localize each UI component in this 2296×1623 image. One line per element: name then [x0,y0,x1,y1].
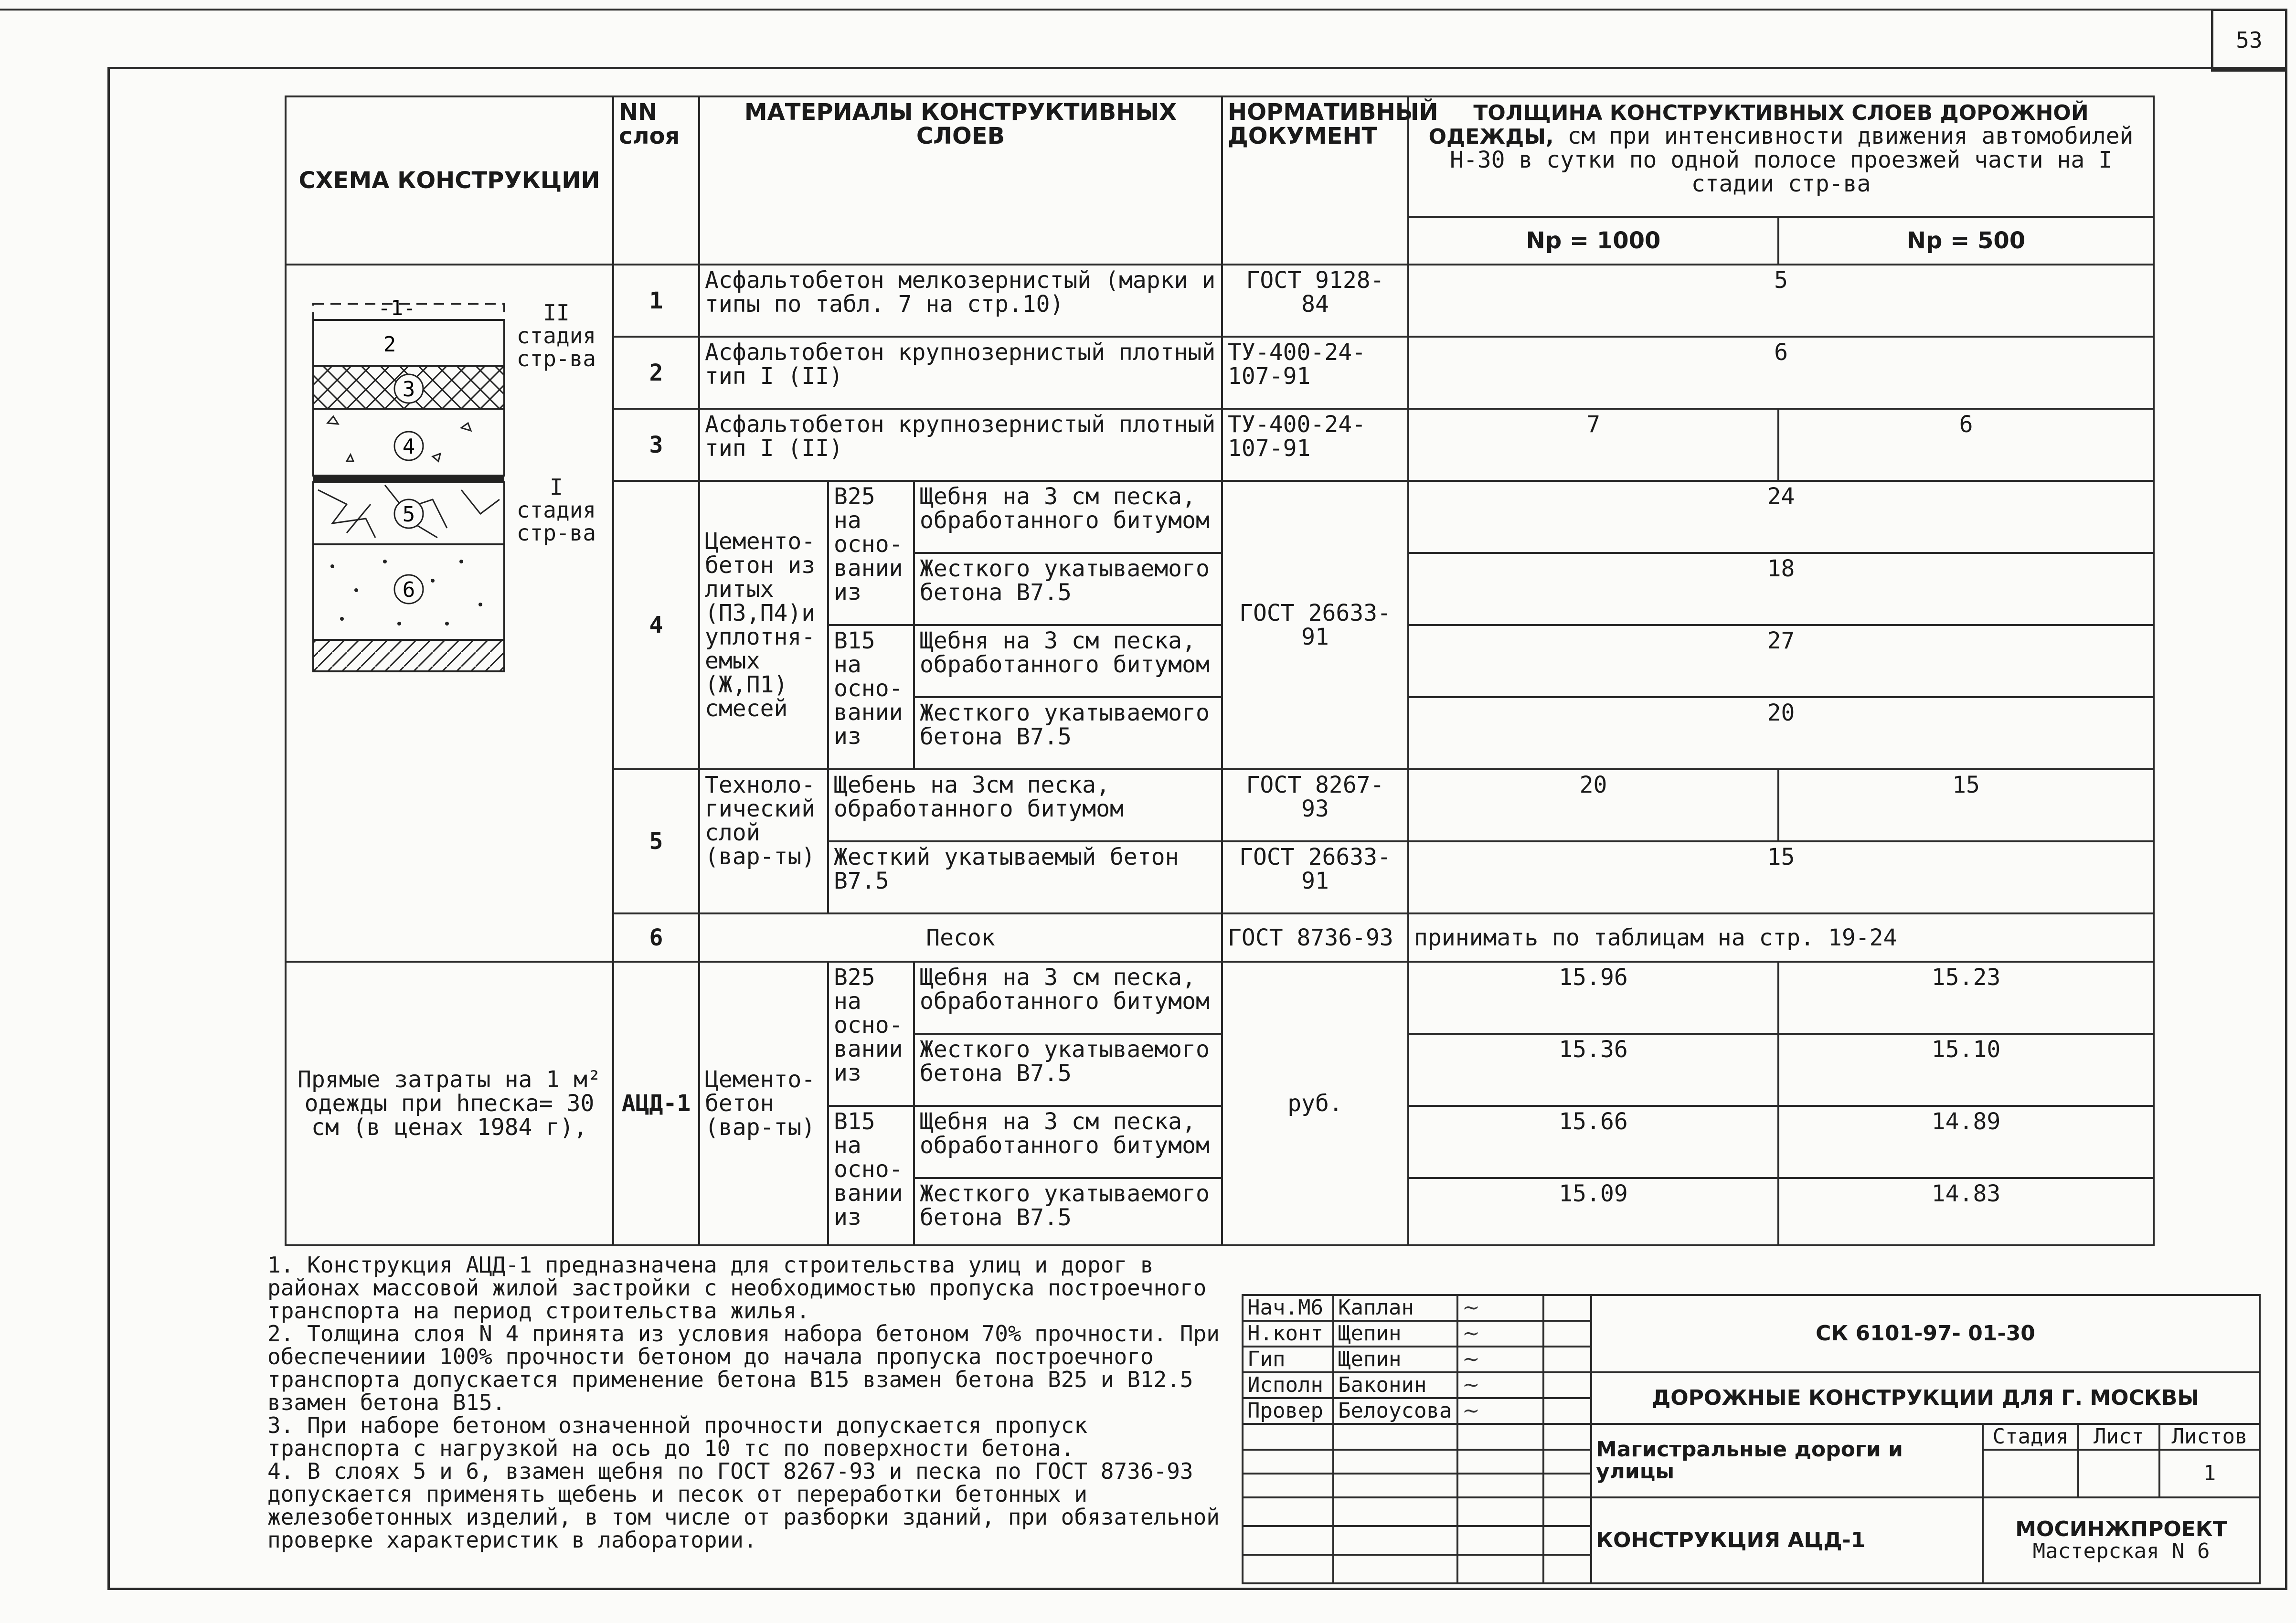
stamp-name-4: Баконин [1333,1372,1457,1398]
note-2: 2. Толщина слоя N 4 принята из условия набора бетоном 70% прочности. При обеспечениии 100% прочности бетоном до начала пропуска построечного транспорта допускается применение бетона В15 взамен бетона В25 и В12.5 взамен бетона В15. [267,1321,1220,1415]
signature-5: ~ [1457,1398,1543,1424]
material-2: Асфальтобетон крупнозернистый плотный тип I (II) [699,337,1222,409]
cost-b15: В15 на осно-вании из [828,1106,914,1245]
header-thickness-rest: при интенсивности движения автомобилей Н-30 в сутки по одной полосе проезжей части на I стадии стр-ва [1449,123,2134,197]
title-block [1242,1294,2259,1576]
value-4-4: 20 [1408,697,2154,769]
schema-layer-4: 4 [402,435,415,459]
material-4-sub2: Жесткого укатываемого бетона В7.5 [914,553,1222,625]
material-6: Песок [699,913,1222,962]
stamp-role-3: Гип [1243,1347,1333,1372]
stamp-name-3: Щепин [1333,1347,1457,1372]
doc-2: ТУ-400-24-107-91 [1222,337,1408,409]
header-np1000: Np = 1000 [1408,217,1778,265]
sheet-header: Лист [2078,1424,2159,1450]
stamp-role-2: Н.конт [1243,1321,1333,1347]
construction-schema [286,265,613,962]
cost-d-np500: 14.83 [1778,1178,2154,1245]
section-name: Магистральные дороги и улицы [1591,1424,1983,1497]
doc-5-2: ГОСТ 26633-91 [1222,841,1408,913]
header-schema: СХЕМА КОНСТРУКЦИИ [286,96,613,265]
value-6: принимать по таблицам на стр. 19-24 [1408,913,2154,962]
stamp-role-5: Провер [1243,1398,1333,1424]
organization-name: МОСИНЖПРОЕКТ [2015,1517,2227,1541]
value-3-np500: 6 [1778,409,2154,481]
value-2: 6 [1408,337,2154,409]
schema-layer-1: -1- [378,296,416,321]
stamp-role-4: Исполн [1243,1372,1333,1398]
construction-table [285,95,2155,1246]
cost-b25: В25 на осно-вании из [828,962,914,1106]
doc-3: ТУ-400-24-107-91 [1222,409,1408,481]
cost-d-np1000: 15.09 [1408,1178,1778,1245]
signature-3: ~ [1457,1347,1543,1372]
layer-no-3: 3 [613,409,699,481]
schema-layer-5: 5 [402,502,415,527]
cost-sub3: Щебня на 3 см песка, обработанного битумом [914,1106,1222,1178]
layer-no-1: 1 [613,265,699,337]
header-np500: Np = 500 [1778,217,2154,265]
value-5-2: 15 [1408,841,2154,913]
document-title: ДОРОЖНЫЕ КОНСТРУКЦИИ ДЛЯ Г. МОСКВЫ [1591,1372,2260,1424]
note-1: 1. Конструкция АЦД-1 предназначена для строительства улиц и дорог в районах массовой жилой застройки с необходимостью пропуска построечного транспорта на период строительства жилья. [267,1252,1207,1324]
cost-label: Прямые затраты на 1 м² одежды при hпеска= 30 см (в ценах 1984 г), [286,962,613,1245]
material-4-b15: В15 на осно-вании из [828,625,914,769]
value-5-1-np500: 15 [1778,769,2154,841]
material-4: Цементо-бетон из литых (П3,П4)и уплотня-емых (Ж,П1) смесей [699,481,828,769]
schema-layer-3: 3 [402,377,415,402]
value-1: 5 [1408,265,2154,337]
layer-no-2: 2 [613,337,699,409]
material-5-sub1: Щебень на 3см песка, обработанного битумом [828,769,1222,841]
header-thickness-unit: см [1553,123,1595,149]
signature-4: ~ [1457,1372,1543,1398]
material-4-sub1: Щебня на 3 см песка, обработанного битумом [914,481,1222,553]
doc-5-1: ГОСТ 8267- 93 [1222,769,1408,841]
top-border-line [0,9,2211,11]
material-4-b25: В25 на осно-вании из [828,481,914,625]
signature-1: ~ [1457,1295,1543,1321]
header-thickness [1408,96,2154,217]
material-5: Техноло-гический слой (вар-ты) [699,769,828,913]
cost-c-np1000: 15.66 [1408,1106,1778,1178]
schema-layer-2: 2 [383,332,396,357]
cost-sub4: Жесткого укатываемого бетона В7.5 [914,1178,1222,1245]
doc-6: ГОСТ 8736-93 [1222,913,1408,962]
construction-name: КОНСТРУКЦИЯ АЦД-1 [1591,1497,1983,1583]
cost-b-np500: 15.10 [1778,1034,2154,1106]
layer-no-4: 4 [613,481,699,769]
value-4-2: 18 [1408,553,2154,625]
cost-c-np500: 14.89 [1778,1106,2154,1178]
material-3: Асфальтобетон крупнозернистый плотный тип I (II) [699,409,1222,481]
stamp-name-5: Белоусова [1333,1398,1457,1424]
cost-sub2: Жесткого укатываемого бетона В7.5 [914,1034,1222,1106]
cost-layer-no: АЦД-1 [613,962,699,1245]
stamp-name-2: Щепин [1333,1321,1457,1347]
document-code: СК 6101-97- 01-30 [1591,1295,2260,1372]
organization [1983,1497,2260,1583]
material-5-sub2: Жесткий укатываемый бетон В7.5 [828,841,1222,913]
doc-4: ГОСТ 26633-91 [1222,481,1408,769]
stage-header: Стадия [1983,1424,2078,1450]
material-4-sub4: Жесткого укатываемого бетона В7.5 [914,697,1222,769]
page-number: 53 [2211,9,2287,72]
stamp-role-1: Нач.М6 [1243,1295,1333,1321]
sheets-header: Листов [2159,1424,2260,1450]
header-layer-no: NN слоя [613,96,699,265]
cost-unit: руб. [1222,962,1408,1245]
sheets-value: 1 [2159,1450,2260,1497]
stage-1-label: I стадия стр-ва [516,474,596,546]
workshop-name: Мастерская N 6 [2032,1539,2210,1563]
signature-2: ~ [1457,1321,1543,1347]
schema-layer-6: 6 [402,578,415,603]
header-normative: НОРМАТИВНЫЙ ДОКУМЕНТ [1222,96,1408,265]
value-4-3: 27 [1408,625,2154,697]
value-4-1: 24 [1408,481,2154,553]
cost-b-np1000: 15.36 [1408,1034,1778,1106]
notes-block [267,1253,1227,1551]
cost-sub1: Щебня на 3 см песка, обработанного битумом [914,962,1222,1034]
layer-no-5: 5 [613,769,699,913]
cost-a-np1000: 15.96 [1408,962,1778,1034]
header-thickness-bold: ТОЛЩИНА КОНСТРУКТИВНЫХ СЛОЕВ ДОРОЖНОЙ ОДЕЖДЫ, [1428,101,2089,149]
value-5-1-np1000: 20 [1408,769,1778,841]
stage-2-label: II стадия стр-ва [516,300,596,372]
doc-1: ГОСТ 9128- 84 [1222,265,1408,337]
layer-no-6: 6 [613,913,699,962]
note-3: 3. При наборе бетоном означенной прочности допускается пропуск транспорта с нагрузкой на ось до 10 тс по поверхности бетона. [267,1412,1088,1461]
cost-a-np500: 15.23 [1778,962,2154,1034]
material-4-sub3: Щебня на 3 см песка, обработанного битумом [914,625,1222,697]
material-1: Асфальтобетон мелкозернистый (марки и типы по табл. 7 на стр.10) [699,265,1222,337]
value-3-np1000: 7 [1408,409,1778,481]
cost-material: Цементо-бетон (вар-ты) [699,962,828,1245]
stamp-name-1: Каплан [1333,1295,1457,1321]
header-materials: МАТЕРИАЛЫ КОНСТРУКТИВНЫХ СЛОЕВ [699,96,1222,265]
note-4: 4. В слоях 5 и 6, взамен щебня по ГОСТ 8267-93 и песка по ГОСТ 8736-93 допускается применять щебень и песок от переработки бетонных и железобетонных изделий, в том числе от разборки зданий, при обязательной проверке характеристик в лаборатории. [267,1458,1220,1553]
